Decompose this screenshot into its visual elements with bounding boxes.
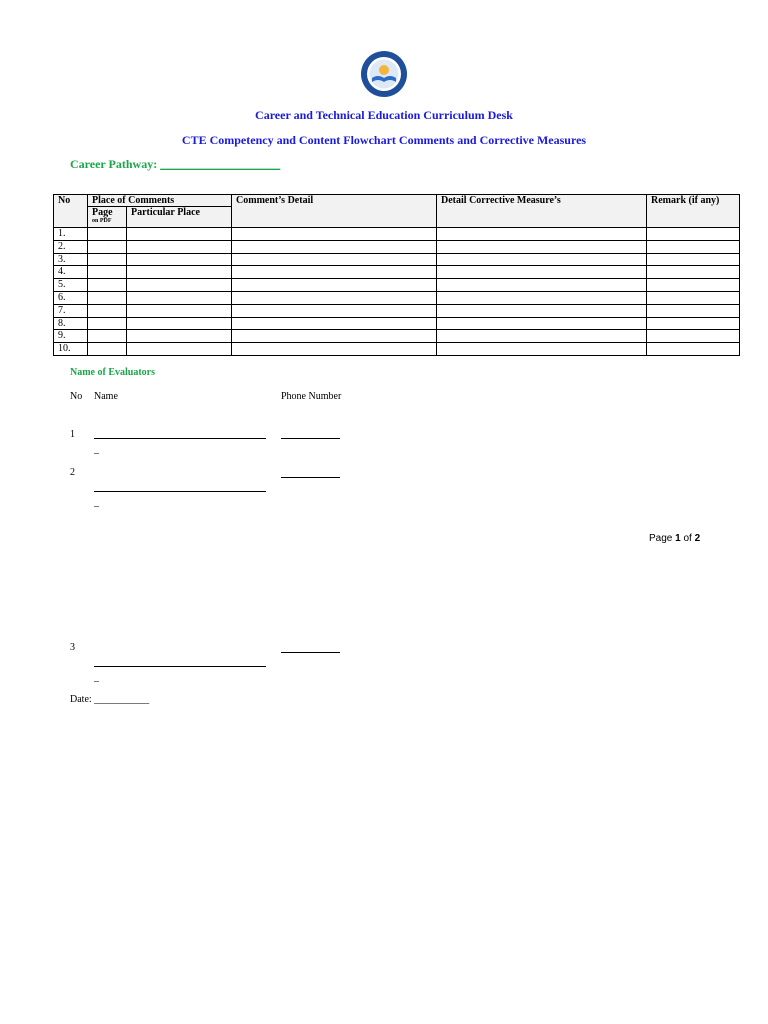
table-cell[interactable]: [437, 279, 647, 292]
table-cell[interactable]: [127, 240, 232, 253]
career-pathway-field[interactable]: [70, 157, 280, 172]
table-cell[interactable]: [437, 317, 647, 330]
evaluators-col-phone: Phone Number: [281, 391, 342, 402]
evaluator-2-phone-line[interactable]: [281, 477, 340, 478]
column-header-place: Place of Comments: [88, 195, 232, 207]
table-cell[interactable]: [232, 291, 437, 304]
table-row: [54, 228, 740, 241]
page-of: of: [683, 533, 692, 544]
table-cell[interactable]: [647, 304, 740, 317]
table-row: [54, 291, 740, 304]
table-cell[interactable]: [232, 228, 437, 241]
row-number: 3.: [54, 253, 88, 266]
career-pathway-blank[interactable]: ____________________: [160, 157, 281, 171]
table-cell[interactable]: [127, 228, 232, 241]
column-header-page-label: Page: [92, 207, 113, 218]
table-cell[interactable]: [88, 266, 127, 279]
table-cell[interactable]: [88, 291, 127, 304]
date-field[interactable]: Date: ___________: [70, 694, 150, 705]
row-number: 5.: [54, 279, 88, 292]
table-cell[interactable]: [437, 240, 647, 253]
table-cell[interactable]: [647, 343, 740, 356]
table-cell[interactable]: [88, 343, 127, 356]
table-row: [54, 330, 740, 343]
evaluator-1-no: 1: [70, 429, 75, 440]
table-cell[interactable]: [127, 330, 232, 343]
table-cell[interactable]: [647, 291, 740, 304]
evaluator-3-no: 3: [70, 642, 75, 653]
ministry-logo-icon: [360, 50, 408, 98]
table-cell[interactable]: [647, 253, 740, 266]
table-cell[interactable]: [647, 317, 740, 330]
table-cell[interactable]: [437, 304, 647, 317]
page-prefix: Page: [649, 533, 673, 544]
table-cell[interactable]: [437, 343, 647, 356]
table-cell[interactable]: [232, 343, 437, 356]
evaluator-1-phone-line[interactable]: [281, 438, 340, 439]
column-header-particular: Particular Place: [127, 207, 232, 228]
table-cell[interactable]: [127, 291, 232, 304]
table-cell[interactable]: [437, 291, 647, 304]
row-number: 4.: [54, 266, 88, 279]
evaluator-2-dash: _: [94, 497, 99, 508]
table-cell[interactable]: [437, 330, 647, 343]
column-header-corrective: Detail Corrective Measure’s: [437, 195, 647, 228]
table-cell[interactable]: [88, 228, 127, 241]
table-row: [54, 317, 740, 330]
table-cell[interactable]: [232, 330, 437, 343]
table-cell[interactable]: [88, 279, 127, 292]
row-number: 2.: [54, 240, 88, 253]
table-cell[interactable]: [232, 266, 437, 279]
evaluators-col-name: Name: [94, 391, 118, 402]
career-pathway-label: Career Pathway:: [70, 157, 158, 171]
evaluators-heading: Name of Evaluators: [70, 367, 155, 378]
table-cell[interactable]: [127, 253, 232, 266]
table-cell[interactable]: [88, 304, 127, 317]
evaluator-3-phone-line[interactable]: [281, 652, 340, 653]
table-cell[interactable]: [647, 228, 740, 241]
evaluator-1-dash: _: [94, 444, 99, 455]
row-number: 6.: [54, 291, 88, 304]
page-current: 1: [675, 533, 681, 544]
table-cell[interactable]: [437, 253, 647, 266]
column-header-remark: Remark (if any): [647, 195, 740, 228]
page-total: 2: [694, 533, 701, 544]
row-number: 7.: [54, 304, 88, 317]
table-cell[interactable]: [647, 330, 740, 343]
table-cell[interactable]: [647, 240, 740, 253]
evaluator-3-dash: _: [94, 672, 99, 683]
table-row: [54, 343, 740, 356]
table-cell[interactable]: [437, 266, 647, 279]
table-cell[interactable]: [437, 228, 647, 241]
table-cell[interactable]: [647, 266, 740, 279]
row-number: 10.: [54, 343, 88, 356]
table-cell[interactable]: [232, 304, 437, 317]
table-cell[interactable]: [232, 240, 437, 253]
table-cell[interactable]: [88, 330, 127, 343]
table-cell[interactable]: [127, 317, 232, 330]
evaluator-1-name-line[interactable]: [94, 438, 266, 439]
evaluator-3-name-line[interactable]: [94, 666, 266, 667]
column-header-detail: Comment’s Detail: [232, 195, 437, 228]
table-cell[interactable]: [647, 279, 740, 292]
page-number: [649, 533, 700, 544]
column-header-page-sub: on PDF: [92, 218, 112, 224]
evaluator-2-name-line[interactable]: [94, 491, 266, 492]
row-number: 1.: [54, 228, 88, 241]
evaluators-col-no: No: [70, 391, 83, 402]
table-cell[interactable]: [127, 279, 232, 292]
row-number: 8.: [54, 317, 88, 330]
table-cell[interactable]: [127, 266, 232, 279]
table-cell[interactable]: [88, 253, 127, 266]
evaluator-2-no: 2: [70, 467, 75, 478]
table-cell[interactable]: [232, 317, 437, 330]
table-row: [54, 266, 740, 279]
table-row: [54, 304, 740, 317]
page-title: Career and Technical Education Curriculum Desk: [255, 108, 513, 122]
page-subtitle: CTE Competency and Content Flowchart Comments and Corrective Measures: [181, 133, 587, 147]
row-number: 9.: [54, 330, 88, 343]
table-cell[interactable]: [232, 279, 437, 292]
column-header-no: No: [54, 195, 88, 228]
table-cell[interactable]: [232, 253, 437, 266]
comments-table: [53, 194, 740, 356]
table-cell[interactable]: [88, 317, 127, 330]
table-cell[interactable]: [127, 343, 232, 356]
column-header-page: [88, 207, 127, 228]
table-cell[interactable]: [88, 240, 127, 253]
table-cell[interactable]: [127, 304, 232, 317]
table-row: [54, 279, 740, 292]
table-row: [54, 240, 740, 253]
table-row: [54, 253, 740, 266]
